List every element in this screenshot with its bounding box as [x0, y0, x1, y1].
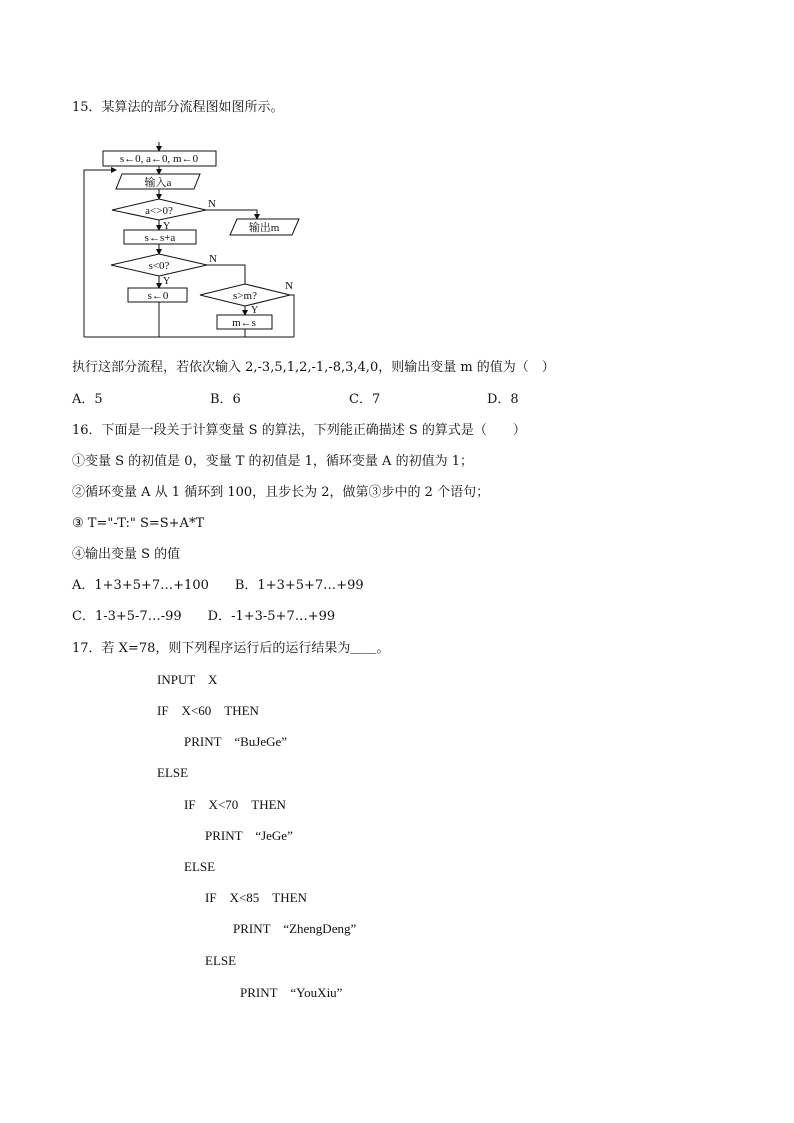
q15-stem: 15．某算法的部分流程图如图所示。 [72, 100, 284, 115]
cond1-yes: Y [163, 221, 171, 232]
cond2-label: s<0? [148, 260, 170, 272]
q15-option-b: B．6 [210, 392, 241, 407]
max-label: m←s [232, 317, 256, 329]
output-label: 输出m [248, 222, 280, 234]
code-line: ELSE [184, 859, 216, 874]
cond3-yes: Y [251, 305, 259, 316]
q15-question: 执行这部分流程，若依次输入 2,-3,5,1,2,-1,-8,3,4,0，则输出变量 m 的值为（ ） [72, 360, 555, 375]
cond3-label: s>m? [233, 290, 257, 302]
q15-option-d: D．8 [487, 392, 519, 407]
q16-step-4: ④输出变量 S 的值 [72, 547, 181, 562]
cond1-label: a<>0? [145, 205, 173, 217]
q15-option-c: C．7 [349, 392, 381, 407]
q16-options-row1: A．1+3+5+7…+100 B．1+3+5+7…+99 [72, 578, 364, 593]
q16-step-2: ②循环变量 A 从 1 循环到 100，且步长为 2，做第③步中的 2 个语句； [72, 485, 490, 500]
reset-label: s←0 [147, 290, 169, 302]
q16-step-3: ③ T="-T:" S=S+A*T [72, 516, 205, 531]
code-line: PRINT “JeGe” [205, 828, 293, 843]
code-line: IF X<85 THEN [205, 890, 307, 905]
q16-step-1: ①变量 S 的初值是 0，变量 T 的初值是 1，循环变量 A 的初值为 1； [72, 454, 473, 469]
cond1-no: N [208, 198, 216, 210]
code-line: INPUT X [157, 672, 218, 687]
code-line: PRINT “YouXiu” [240, 985, 343, 1000]
code-line: IF X<70 THEN [184, 797, 286, 812]
sum-label: s←s+a [144, 232, 176, 244]
q15-option-a: A．5 [72, 392, 103, 407]
code-line: ELSE [157, 765, 189, 780]
q16-options-row2: C．1-3+5-7…-99 D．-1+3-5+7…+99 [72, 609, 336, 624]
code-line: PRINT “BuJeGe” [184, 734, 288, 749]
input-label: 输入a [144, 177, 172, 189]
init-label: s←0, a←0, m←0 [119, 153, 199, 165]
cond2-yes: Y [163, 276, 171, 287]
code-line: ELSE [205, 953, 237, 968]
code-line: IF X<60 THEN [157, 703, 259, 718]
cond2-no: N [209, 253, 217, 265]
q17-stem: 17．若 X=78，则下列程序运行后的运行结果为＿＿。 [72, 641, 390, 656]
code-line: PRINT “ZhengDeng” [233, 921, 357, 936]
q16-stem: 16．下面是一段关于计算变量 S 的算法，下列能正确描述 S 的算式是（ ） [72, 423, 526, 438]
cond3-no: N [285, 280, 293, 292]
